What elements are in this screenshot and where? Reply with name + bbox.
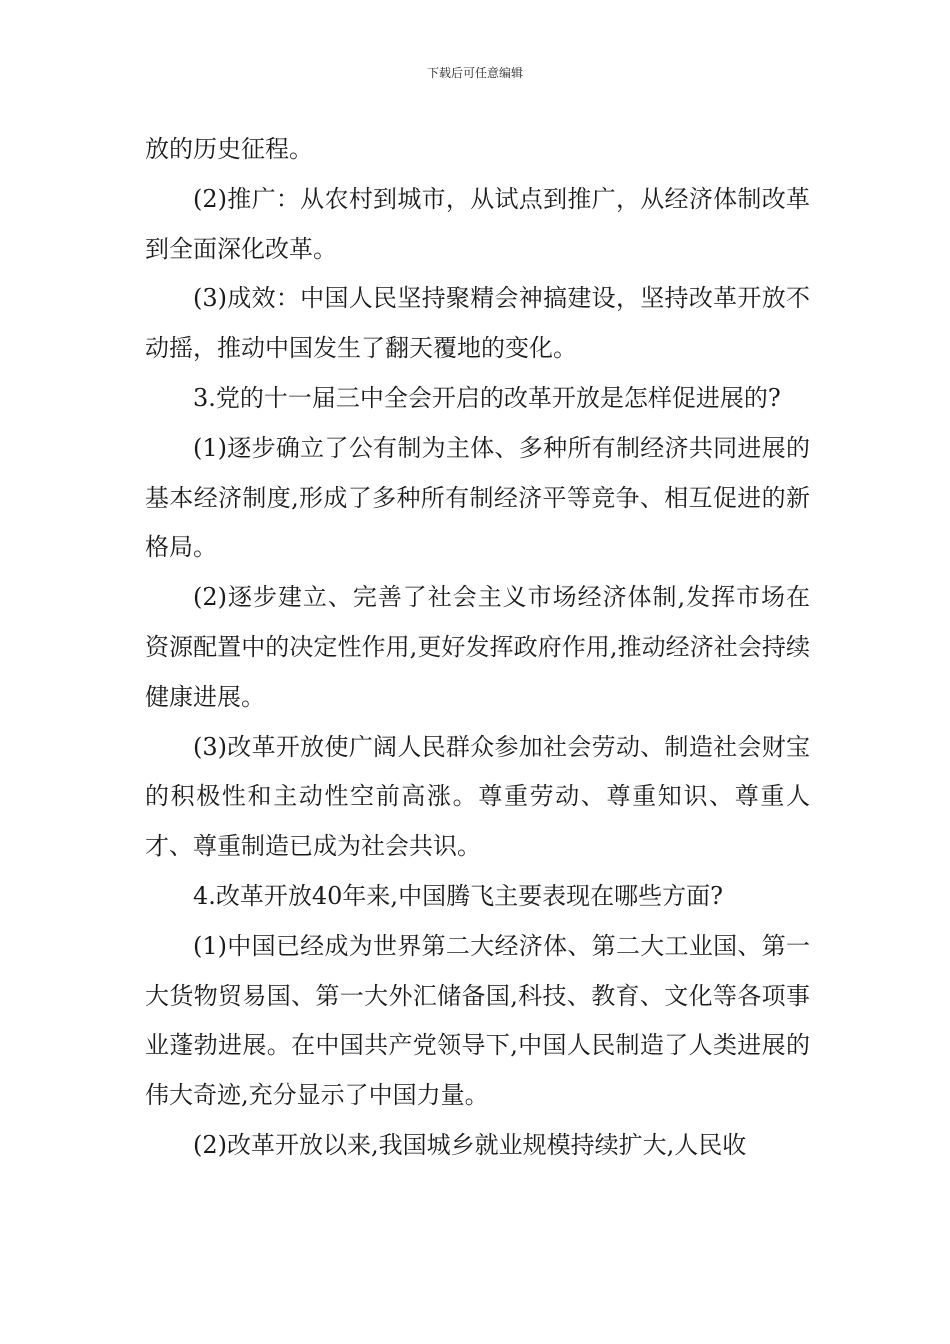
question-4-heading: 4.改革开放40年来,中国腾飞主要表现在哪些方面?	[193, 881, 723, 910]
paragraph-answer-4-1: (1)中国已经成为世界第二大经济体、第二大工业国、第一大货物贸易国、第一大外汇储备国,科技、教育、文化等各项事业蓬勃进展。在中国共产党领导下,中国人民制造了人类进展的伟大奇迹,充分显示了中国力量。	[145, 931, 810, 1110]
paragraph-results: (3)成效：中国人民坚持聚精会神搞建设，坚持改革开放不动摇，推动中国发生了翻天覆地的变化。	[145, 284, 810, 363]
paragraph-answer-3-3: (3)改革开放使广阔人民群众参加社会劳动、制造社会财宝的积极性和主动性空前高涨。尊重劳动、尊重知识、尊重人才、尊重制造已成为社会共识。	[145, 732, 810, 861]
question-3-heading: 3.党的十一届三中全会开启的改革开放是怎样促进展的?	[193, 383, 781, 412]
paragraph-answer-4-2: (2)改革开放以来,我国城乡就业规模持续扩大,人民收	[193, 1130, 747, 1159]
paragraph-promotion: (2)推广：从农村到城市，从试点到推广，从经济体制改革到全面深化改革。	[145, 184, 810, 263]
body-text	[145, 125, 810, 1171]
paragraph-answer-3-1: (1)逐步确立了公有制为主体、多种所有制经济共同进展的基本经济制度,形成了多种所有制经济平等竞争、相互促进的新格局。	[145, 433, 810, 562]
paragraph-continuation: 放的历史征程。	[145, 135, 313, 163]
paragraph-answer-3-2: (2)逐步建立、完善了社会主义市场经济体制,发挥市场在资源配置中的决定性作用,更好发挥政府作用,推动经济社会持续健康进展。	[145, 583, 810, 711]
page-header: 下载后可任意编辑	[426, 66, 523, 80]
